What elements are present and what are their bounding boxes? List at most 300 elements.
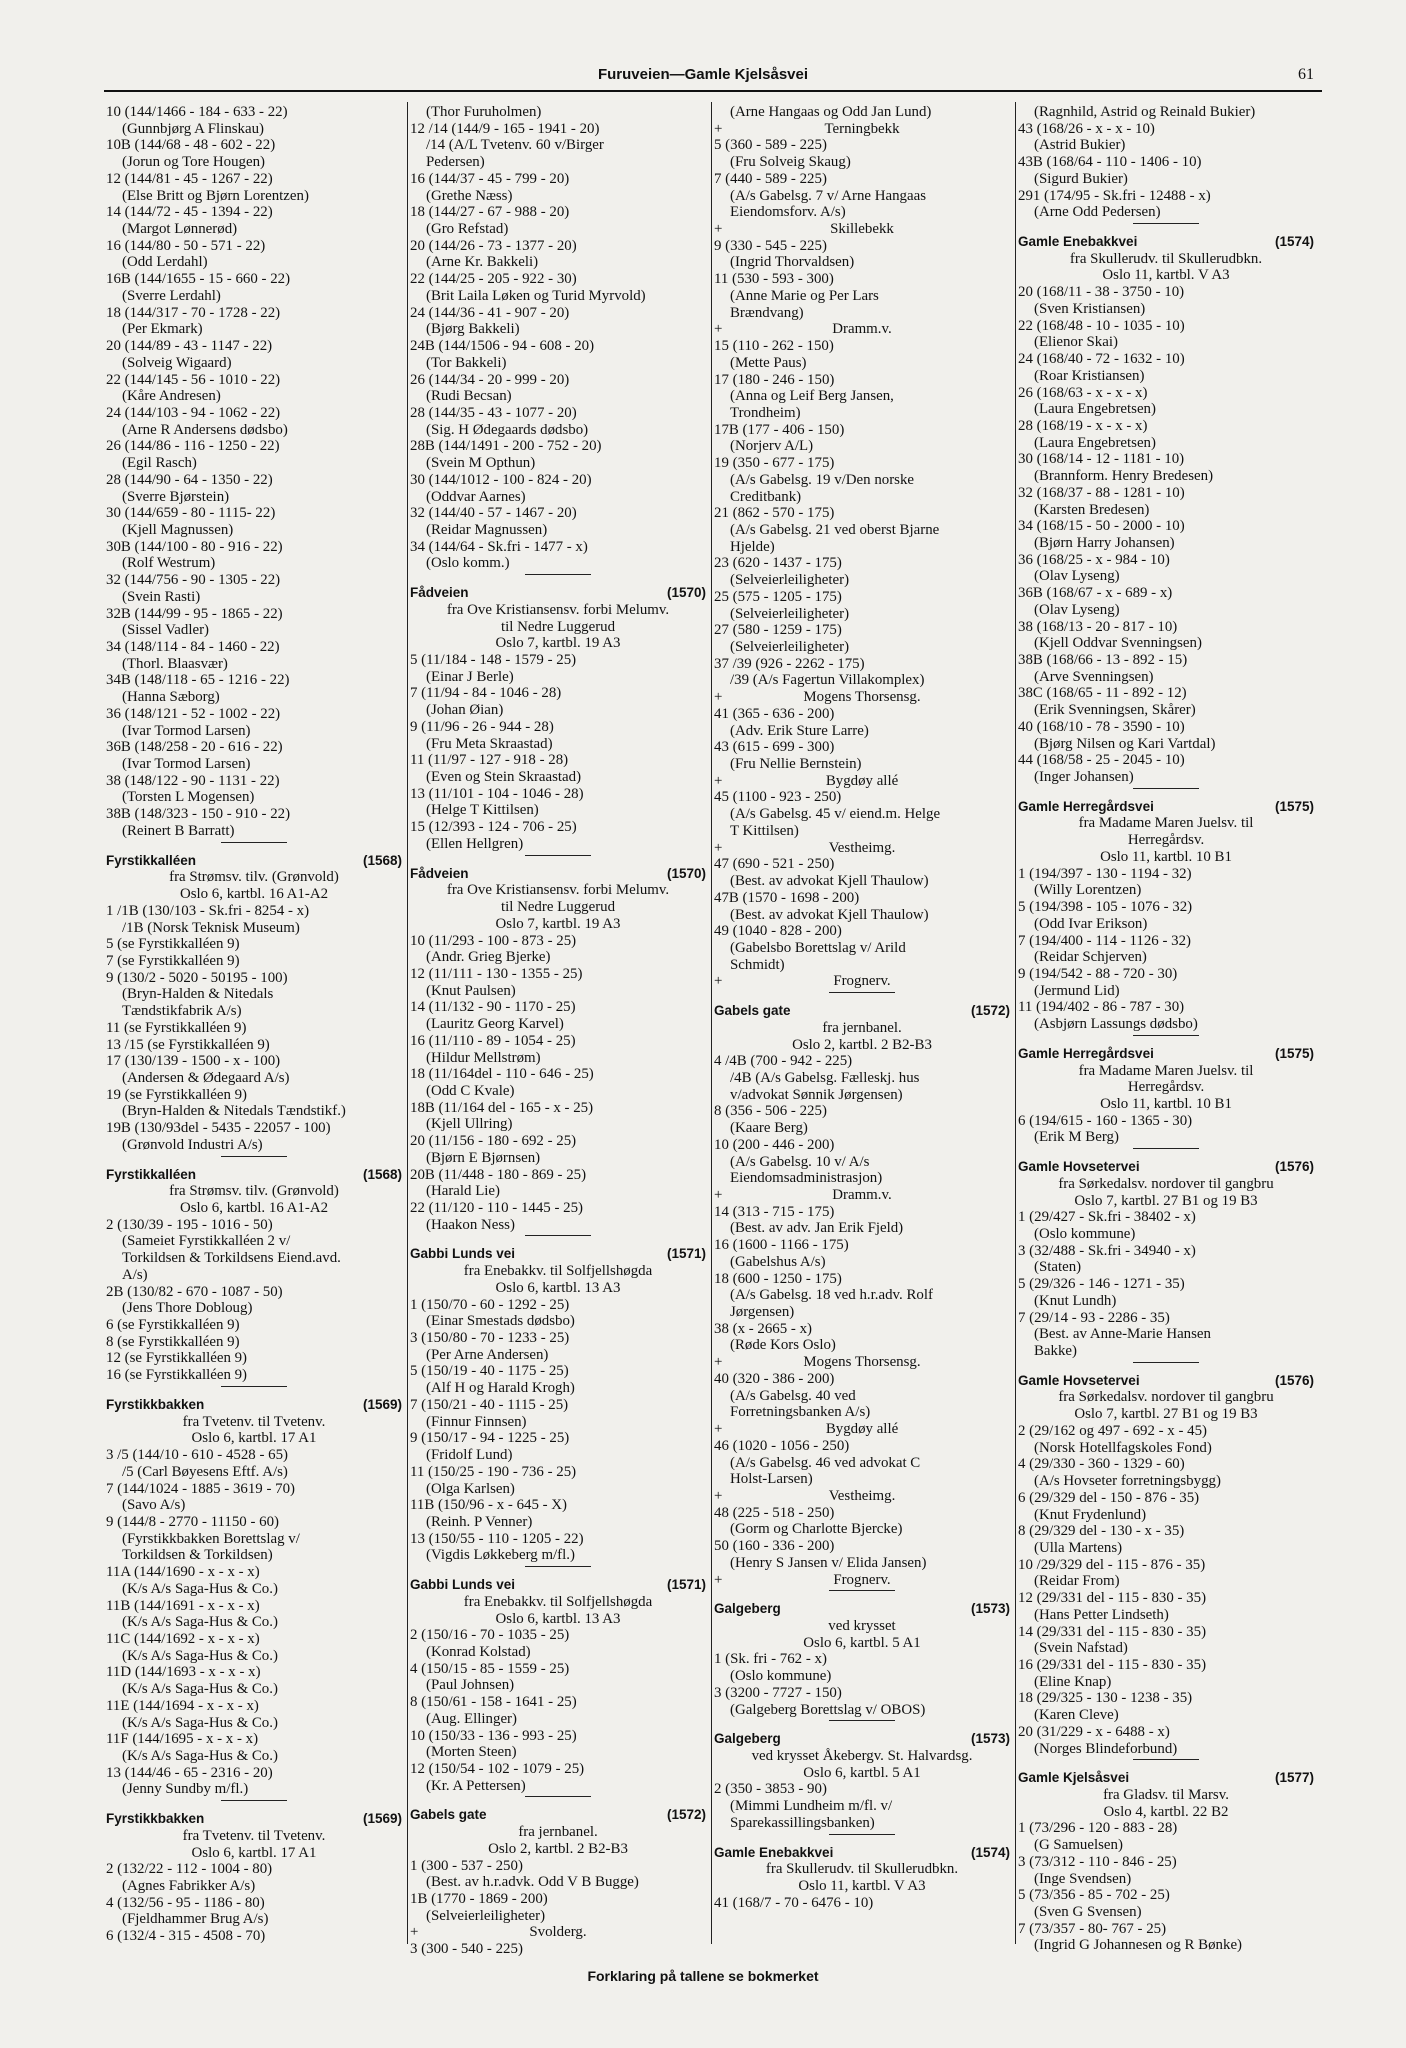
cross-street-name: Mogens Thorsensg. <box>803 689 921 706</box>
owner-line: Torkildsen & Torkildsen) <box>122 1547 273 1564</box>
property-entry: 16B (144/1655 - 15 - 660 - 22) <box>106 271 291 288</box>
property-entry: 18 (29/325 - 130 - 1238 - 35) <box>1018 1690 1193 1707</box>
street-route-line: ved krysset <box>828 1617 896 1634</box>
street-route-line: Oslo 6, kartbl. 5 A1 <box>803 1634 921 1651</box>
property-entry: 5 (360 - 589 - 225) <box>714 137 827 154</box>
street-route-line: Oslo 6, kartbl. 17 A1 <box>191 1844 317 1861</box>
owner-line: (Svein Rasti) <box>122 588 201 605</box>
property-entry: 9 (144/8 - 2770 - 11150 - 60) <box>106 1513 280 1530</box>
property-entry: 10 (200 - 446 - 200) <box>714 1136 835 1153</box>
property-entry: 5 (11/184 - 148 - 1579 - 25) <box>410 652 577 668</box>
street-section <box>1018 1159 1314 1363</box>
street-name: Fådveien <box>410 865 469 881</box>
owner-line: (K/s A/s Saga-Hus & Co.) <box>122 1681 278 1698</box>
owner-line: (Kjell Oddvar Svenningsen) <box>1034 635 1202 652</box>
street-heading <box>410 866 706 883</box>
street-section <box>410 104 706 575</box>
property-entry: 21 (862 - 570 - 175) <box>714 505 835 522</box>
street-section <box>106 1811 402 1945</box>
owner-line: (Oddvar Aarnes) <box>426 488 526 505</box>
street-route-line: Oslo 11, kartbl. V A3 <box>1102 267 1230 284</box>
street-route-line: fra Ove Kristiansensv. forbi Melumv. <box>446 882 670 899</box>
owner-line: (Odd Ivar Erikson) <box>1034 915 1148 932</box>
street-name: Gamle Hovsetervei <box>1018 1372 1140 1388</box>
owner-line: (Staten) <box>1034 1259 1082 1276</box>
cross-street <box>714 221 1010 238</box>
cross-street-marker: + <box>714 120 723 137</box>
street-name: Fyrstikkbakken <box>106 1396 205 1412</box>
street-heading <box>1018 1770 1314 1787</box>
owner-line: (Margot Lønnerød) <box>122 221 238 238</box>
property-entry: 7 (se Fyrstikkalléen 9) <box>106 952 240 969</box>
property-entry: 2 (350 - 3853 - 90) <box>714 1781 827 1798</box>
owner-line: (Henry S Jansen v/ Elida Jansen) <box>730 1554 927 1571</box>
street-route-line: fra Strømsv. tilv. (Grønvold) <box>169 869 339 886</box>
property-entry: 18 (11/164del - 110 - 646 - 25) <box>410 1066 594 1083</box>
property-entry: 38B (168/66 - 13 - 892 - 15) <box>1018 652 1188 668</box>
section-separator <box>829 1834 895 1835</box>
property-entry: 19 (350 - 677 - 175) <box>714 455 835 472</box>
owner-line: /39 (A/s Fagertun Villakomplex) <box>730 672 925 689</box>
section-separator <box>525 1566 591 1567</box>
street-heading <box>410 1246 706 1263</box>
cross-street-marker: + <box>714 321 723 338</box>
property-entry: 12 (29/331 del - 115 - 830 - 35) <box>1018 1590 1207 1607</box>
owner-line: (A/s Gabelsg. 7 v/ Arne Hangaas <box>730 187 927 204</box>
property-entry: 1 (150/70 - 60 - 1292 - 25) <box>410 1296 570 1313</box>
spacer <box>690 1924 706 1941</box>
owner-line: (Selveierleiligheter) <box>730 639 850 655</box>
street-name: Gamle Kjelsåsvei <box>1018 1770 1130 1786</box>
property-entry: 32 (168/37 - 88 - 1281 - 10) <box>1018 484 1185 501</box>
spacer <box>994 840 1010 857</box>
owner-line: Eiendomsadministrasjon) <box>730 1170 883 1187</box>
property-entry: 22 (11/120 - 110 - 1445 - 25) <box>410 1200 584 1216</box>
cross-street <box>714 1421 1010 1438</box>
owner-line: (Gro Refstad) <box>426 221 509 238</box>
street-name: Fyrstikkbakken <box>106 1811 205 1827</box>
owner-line: (Sven Kristiansen) <box>1034 300 1146 317</box>
street-route-line: Oslo 11, kartbl. 10 B1 <box>1100 848 1232 865</box>
street-section <box>1018 234 1314 789</box>
property-entry: 10 (144/1466 - 184 - 633 - 22) <box>106 104 288 120</box>
owner-line: Jørgensen) <box>730 1304 795 1321</box>
owner-line: (Einar Smestads dødsbo) <box>426 1313 575 1330</box>
owner-line: (Thor Furuholmen) <box>426 104 542 120</box>
property-entry: 14 (144/72 - 45 - 1394 - 22) <box>106 204 273 221</box>
property-entry: 13 /15 (se Fyrstikkalléen 9) <box>106 1036 270 1053</box>
owner-line: (Laura Engebretsen) <box>1034 401 1156 418</box>
cross-street-marker: + <box>714 1354 723 1371</box>
street-route-line: fra Skullerudv. til Skullerudbkn. <box>765 1861 959 1878</box>
property-entry: 40 (320 - 386 - 200) <box>714 1370 835 1387</box>
street-section <box>1018 1046 1314 1149</box>
property-entry: 37 /39 (926 - 2262 - 175) <box>714 655 865 672</box>
owner-line: (Erik Svenningsen, Skårer) <box>1034 702 1196 719</box>
property-entry: 32 (144/40 - 57 - 1467 - 20) <box>410 505 577 522</box>
property-entry: 32 (144/756 - 90 - 1305 - 22) <box>106 572 281 589</box>
property-entry: 9 (194/542 - 88 - 720 - 30) <box>1018 965 1178 982</box>
street-route-line: Herregårdsv. <box>1127 832 1205 849</box>
property-entry: 11A (144/1690 - x - x - x) <box>106 1564 260 1581</box>
street-route-line: Oslo 6, kartbl. 13 A3 <box>495 1279 621 1296</box>
property-entry: 38B (148/323 - 150 - 910 - 22) <box>106 806 291 823</box>
property-entry: 11 (530 - 593 - 300) <box>714 271 834 288</box>
property-entry: 25 (575 - 1205 - 175) <box>714 588 842 605</box>
property-entry: 18 (144/317 - 70 - 1728 - 22) <box>106 304 281 321</box>
section-separator <box>1133 1148 1199 1149</box>
street-route-line: Herregårdsv. <box>1127 1079 1205 1096</box>
owner-line: (Jorun og Tore Hougen) <box>122 154 266 171</box>
spacer <box>994 973 1010 990</box>
owner-line: (Adv. Erik Sture Larre) <box>730 722 869 739</box>
owner-line: (Ivar Tormod Larsen) <box>122 722 251 739</box>
street-route-line: fra Enebakkv. til Solfjellshøgda <box>463 1263 653 1280</box>
street-code: (1573) <box>970 1601 1010 1617</box>
property-entry: 18 (144/27 - 67 - 988 - 20) <box>410 204 570 221</box>
street-route-line: fra Tvetenv. til Tvetenv. <box>182 1413 326 1430</box>
property-entry: 6 (194/615 - 160 - 1365 - 30) <box>1018 1112 1193 1129</box>
street-name: Gabbi Lunds vei <box>410 1246 516 1262</box>
property-entry: 11C (144/1692 - x - x - x) <box>106 1630 260 1647</box>
property-entry: 28 (144/35 - 43 - 1077 - 20) <box>410 404 577 421</box>
owner-line: (K/s A/s Saga-Hus & Co.) <box>122 1714 278 1731</box>
property-entry: 34B (148/118 - 65 - 1216 - 22) <box>106 672 290 689</box>
property-entry: 8 (150/61 - 158 - 1641 - 25) <box>410 1694 577 1711</box>
spacer <box>994 1572 1010 1589</box>
street-code: (1576) <box>1274 1372 1314 1388</box>
cross-street-name: Bygdøy allé <box>825 772 899 789</box>
street-route-line: fra Tvetenv. til Tvetenv. <box>182 1827 326 1844</box>
cross-street <box>714 1488 1010 1505</box>
owner-line: (Ivar Tormod Larsen) <box>122 756 251 773</box>
owner-line: (Fridolf Lund) <box>426 1447 513 1464</box>
property-entry: 11 (194/402 - 86 - 787 - 30) <box>1018 999 1185 1016</box>
owner-line: (Laura Engebretsen) <box>1034 434 1156 451</box>
owner-line: (Best. av adv. Jan Erik Fjeld) <box>730 1220 904 1237</box>
property-entry: 11B (144/1691 - x - x - x) <box>106 1597 260 1614</box>
street-code: (1569) <box>362 1811 402 1827</box>
property-entry: 36 (168/25 - x - 984 - 10) <box>1018 551 1170 568</box>
property-entry: 10 /29/329 del - 115 - 876 - 35) <box>1018 1556 1206 1573</box>
owner-line: (Grethe Næss) <box>426 187 513 204</box>
property-entry: 15 (110 - 262 - 150) <box>714 338 834 355</box>
spacer <box>994 773 1010 790</box>
street-code: (1573) <box>970 1731 1010 1747</box>
property-entry: 13 (144/46 - 65 - 2316 - 20) <box>106 1764 273 1781</box>
street-section <box>410 1807 706 1957</box>
property-entry: 14 (11/132 - 90 - 1170 - 25) <box>410 999 576 1016</box>
cross-street <box>714 321 1010 338</box>
owner-line: (Reidar Schjerven) <box>1034 949 1147 966</box>
section-separator <box>221 1800 287 1801</box>
spacer <box>994 121 1010 138</box>
property-entry: 26 (144/34 - 20 - 999 - 20) <box>410 371 570 388</box>
property-entry: 36B (168/67 - x - 689 - x) <box>1018 585 1173 602</box>
street-code: (1570) <box>666 865 706 881</box>
owner-line: (Brit Laila Løken og Turid Myrvold) <box>426 287 646 304</box>
street-section <box>714 1845 1010 1912</box>
owner-line: (Kjell Ullring) <box>426 1116 513 1133</box>
cross-street-name: Vestheimg. <box>828 1487 896 1504</box>
property-entry: 49 (1040 - 828 - 200) <box>714 923 842 940</box>
property-entry: 16 (11/110 - 89 - 1054 - 25) <box>410 1032 576 1049</box>
street-heading <box>714 1601 1010 1618</box>
owner-line: /1B (Norsk Teknisk Museum) <box>122 919 300 936</box>
street-name: Fyrstikkalléen <box>106 852 197 868</box>
street-code: (1571) <box>666 1577 706 1593</box>
owner-line: (Fru Meta Skraastad) <box>426 735 553 752</box>
street-heading <box>106 853 402 870</box>
owner-line: (Savo A/s) <box>122 1497 186 1514</box>
property-entry: 11F (144/1695 - x - x - x) <box>106 1731 259 1748</box>
owner-line: (Andr. Grieg Bjerke) <box>426 949 551 966</box>
street-name: Gabels gate <box>410 1807 487 1823</box>
property-entry: 12 (11/111 - 130 - 1355 - 25) <box>410 965 583 982</box>
section-separator <box>1133 1035 1199 1036</box>
street-section <box>714 1601 1010 1721</box>
spacer <box>994 221 1010 238</box>
property-entry: 43B (168/64 - 110 - 1406 - 10) <box>1018 154 1202 171</box>
cross-street <box>714 973 1010 990</box>
property-entry: 12 (se Fyrstikkalléen 9) <box>106 1350 248 1367</box>
property-entry: 5 (73/356 - 85 - 702 - 25) <box>1018 1887 1170 1904</box>
owner-line: (Fyrstikkbakken Borettslag v/ <box>122 1530 300 1547</box>
owner-line: (Solveig Wigaard) <box>122 354 232 371</box>
street-name: Gamle Herregårdsvei <box>1018 798 1154 814</box>
property-entry: 1B (1770 - 1869 - 200) <box>410 1891 548 1908</box>
property-entry: 1 (300 - 537 - 250) <box>410 1857 523 1874</box>
property-entry: 2 (29/162 og 497 - 692 - x - 45) <box>1018 1422 1208 1439</box>
street-section <box>1018 1770 1314 1954</box>
owner-line: (Harald Lie) <box>426 1183 500 1200</box>
property-entry: 41 (168/7 - 70 - 6476 - 10) <box>714 1894 874 1911</box>
column-2 <box>410 104 706 1958</box>
street-route-line: fra Madame Maren Juelsv. til <box>1078 815 1254 832</box>
property-entry: 28B (144/1491 - 200 - 752 - 20) <box>410 438 602 455</box>
property-entry: 2 (150/16 - 70 - 1035 - 25) <box>410 1627 570 1644</box>
property-entry: 22 (168/48 - 10 - 1035 - 10) <box>1018 317 1185 334</box>
owner-line: (Jens Thore Dobloug) <box>122 1300 253 1317</box>
owner-line: (Roar Kristiansen) <box>1034 367 1145 384</box>
property-entry: 11 (11/97 - 127 - 918 - 28) <box>410 752 569 769</box>
cross-street-marker: + <box>714 973 723 990</box>
street-section <box>1018 799 1314 1036</box>
owner-line: (Olav Lyseng) <box>1034 601 1120 618</box>
owner-line: (Morten Steen) <box>426 1744 517 1761</box>
column-divider <box>711 102 712 1944</box>
property-entry: 16 (se Fyrstikkalléen 9) <box>106 1367 248 1384</box>
property-entry: 3 /5 (144/10 - 610 - 4528 - 65) <box>106 1447 288 1464</box>
owner-line: (Jermund Lid) <box>1034 982 1120 999</box>
property-entry: 30 (168/14 - 12 - 1181 - 10) <box>1018 451 1185 468</box>
property-entry: 18B (11/164 del - 165 - x - 25) <box>410 1099 594 1116</box>
column-divider <box>407 102 408 1944</box>
street-section <box>410 1246 706 1567</box>
property-entry: 24B (144/1506 - 94 - 608 - 20) <box>410 338 595 355</box>
owner-line: (Røde Kors Oslo) <box>730 1337 836 1354</box>
street-code: (1574) <box>1274 234 1314 250</box>
property-entry: 13 (11/101 - 104 - 1046 - 28) <box>410 785 584 802</box>
column-3 <box>714 104 1010 1944</box>
street-heading <box>410 1807 706 1824</box>
cross-street-marker: + <box>714 1487 723 1504</box>
cross-street <box>714 1572 1010 1589</box>
owner-line: (K/s A/s Saga-Hus & Co.) <box>122 1647 278 1664</box>
property-entry: 26 (168/63 - x - x - x) <box>1018 384 1148 401</box>
owner-line: (Einar J Berle) <box>426 668 514 685</box>
street-section <box>1018 1373 1314 1761</box>
street-route-line: til Nedre Luggerud <box>500 618 616 635</box>
property-entry: 10 (11/293 - 100 - 873 - 25) <box>410 932 577 949</box>
property-entry: 20B (11/448 - 180 - 869 - 25) <box>410 1166 587 1183</box>
cross-street-marker: + <box>714 1571 723 1588</box>
property-entry: 24 (168/40 - 72 - 1632 - 10) <box>1018 351 1185 368</box>
property-entry: 6 (132/4 - 315 - 4508 - 70) <box>106 1928 266 1945</box>
owner-line: (Tor Bakkeli) <box>426 354 507 371</box>
street-code: (1575) <box>1274 1045 1314 1061</box>
cross-street-name: Skillebekk <box>830 221 894 238</box>
section-separator <box>525 855 591 856</box>
owner-line: (Hildur Mellstrøm) <box>426 1049 541 1066</box>
owner-line: (Bjørn E Bjørnsen) <box>426 1149 541 1166</box>
property-entry: 16 (144/37 - 45 - 799 - 20) <box>410 170 570 187</box>
property-entry: 8 (356 - 506 - 225) <box>714 1103 827 1120</box>
property-entry: 20 (31/229 - x - 6488 - x) <box>1018 1723 1170 1740</box>
owner-line: (Andersen & Ødegaard A/s) <box>122 1069 290 1086</box>
property-entry: 15 (12/393 - 124 - 706 - 25) <box>410 819 577 836</box>
street-route-line: Oslo 7, kartbl. 27 B1 og 19 B3 <box>1074 1192 1258 1209</box>
property-entry: 10 (150/33 - 136 - 993 - 25) <box>410 1727 577 1744</box>
property-entry: 46 (1020 - 1056 - 250) <box>714 1437 850 1454</box>
property-entry: 7 (194/400 - 114 - 1126 - 32) <box>1018 932 1192 949</box>
section-separator <box>221 842 287 843</box>
property-entry: 1 (Sk. fri - 762 - x) <box>714 1651 827 1668</box>
owner-line: (Elienor Skai) <box>1034 334 1118 351</box>
owner-line: (K/s A/s Saga-Hus & Co.) <box>122 1614 278 1631</box>
property-entry: 48 (225 - 518 - 250) <box>714 1504 835 1521</box>
street-name: Fyrstikkalléen <box>106 1166 197 1182</box>
owner-line: (Grønvold Industri A/s) <box>122 1136 263 1153</box>
property-entry: 28 (168/19 - x - x - x) <box>1018 417 1148 434</box>
cross-street-name: Dramm.v. <box>832 1187 892 1203</box>
owner-line: (Karen Cleve) <box>1034 1707 1119 1724</box>
owner-line: (Svein M Opthun) <box>426 455 536 472</box>
owner-line: (Haakon Ness) <box>426 1216 515 1233</box>
owner-line: (Fjeldhammer Brug A/s) <box>122 1911 269 1928</box>
property-entry: 20 (144/26 - 73 - 1377 - 20) <box>410 237 577 254</box>
property-entry: 7 (144/1024 - 1885 - 3619 - 70) <box>106 1480 296 1497</box>
owner-line: (Bjørg Nilsen og Kari Vartdal) <box>1034 735 1216 752</box>
owner-line: Bakke) <box>1034 1343 1077 1360</box>
property-entry: 5 (se Fyrstikkalléen 9) <box>106 936 240 953</box>
property-entry: 34 (168/15 - 50 - 2000 - 10) <box>1018 518 1185 535</box>
property-entry: 9 (330 - 545 - 225) <box>714 237 827 254</box>
owner-line: (Rolf Westrum) <box>122 555 216 572</box>
property-entry: 36B (148/258 - 20 - 616 - 22) <box>106 739 283 756</box>
owner-line: (Galgeberg Borettslag v/ OBOS) <box>730 1701 926 1718</box>
street-section <box>714 1731 1010 1834</box>
property-entry: 3 (3200 - 7727 - 150) <box>714 1684 842 1701</box>
street-route-line: Oslo 7, kartbl. 19 A3 <box>495 635 621 652</box>
property-entry: 10B (144/68 - 48 - 602 - 22) <box>106 137 276 154</box>
owner-line: (Ingrid Thorvaldsen) <box>730 254 855 271</box>
owner-line: (Fru Solveig Skaug) <box>730 154 851 171</box>
property-entry: 6 (29/329 del - 150 - 876 - 35) <box>1018 1489 1200 1506</box>
property-entry: 28 (144/90 - 64 - 1350 - 22) <box>106 471 273 488</box>
property-entry: 34 (148/114 - 84 - 1460 - 22) <box>106 639 280 655</box>
owner-line: (Gunnbjørg A Flinskau) <box>122 120 265 137</box>
owner-line: (Arne Kr. Bakkeli) <box>426 254 539 271</box>
street-section <box>106 1167 402 1387</box>
owner-line: Holst-Larsen) <box>730 1471 813 1488</box>
section-separator <box>1133 788 1199 789</box>
owner-line: v/advokat Sønnik Jørgensen) <box>730 1086 903 1103</box>
owner-line: (A/s Gabelsg. 46 ved advokat C <box>730 1454 921 1471</box>
owner-line: (Willy Lorentzen) <box>1034 882 1142 899</box>
property-entry: 9 (130/2 - 5020 - 50195 - 100) <box>106 969 288 986</box>
property-entry: 22 (144/25 - 205 - 922 - 30) <box>410 271 577 288</box>
property-entry: 7 (73/357 - 80- 767 - 25) <box>1018 1920 1167 1937</box>
property-entry: 47 (690 - 521 - 250) <box>714 856 835 873</box>
property-entry: 17 (130/139 - 1500 - x - 100) <box>106 1053 281 1070</box>
property-entry: 11 (se Fyrstikkalléen 9) <box>106 1019 247 1036</box>
cross-street-name: Svolderg. <box>529 1924 587 1941</box>
cross-street-name: Mogens Thorsensg. <box>803 1354 921 1371</box>
owner-line: (Brannform. Henry Bredesen) <box>1034 468 1214 485</box>
owner-line: (Olav Lyseng) <box>1034 568 1120 585</box>
owner-line: Brændvang) <box>730 304 804 321</box>
owner-line: (Lauritz Georg Karvel) <box>426 1016 564 1033</box>
owner-line: (A/s Gabelsg. 10 v/ A/s <box>730 1153 870 1170</box>
street-route-line: fra Ove Kristiansensv. forbi Melumv. <box>446 601 670 618</box>
owner-line: (Norjerv A/L) <box>730 438 814 455</box>
owner-line: (Arve Svenningsen) <box>1034 668 1154 685</box>
property-entry: 2B (130/82 - 670 - 1087 - 50) <box>106 1283 283 1300</box>
owner-line: (Gorm og Charlotte Bjercke) <box>730 1521 903 1538</box>
owner-line: (Ulla Martens) <box>1034 1539 1123 1556</box>
spacer <box>994 1187 1010 1204</box>
owner-line: (Sven G Svensen) <box>1034 1904 1142 1921</box>
street-code: (1568) <box>362 852 402 868</box>
owner-line: Schmidt) <box>730 956 785 973</box>
section-separator <box>1133 1362 1199 1363</box>
street-route-line: Oslo 2, kartbl. 2 B2-B3 <box>792 1036 932 1053</box>
property-entry: 22 (144/145 - 56 - 1010 - 22) <box>106 371 281 388</box>
street-heading <box>106 1397 402 1414</box>
owner-line: (Selveierleiligheter) <box>730 605 850 622</box>
street-route-line: Oslo 11, kartbl. V A3 <box>798 1878 926 1895</box>
street-heading <box>106 1811 402 1828</box>
owner-line: Torkildsen & Torkildsens Eiend.avd. <box>122 1250 341 1267</box>
owner-line: /5 (Carl Bøyesens Eftf. A/s) <box>122 1463 288 1480</box>
street-heading <box>1018 799 1314 816</box>
property-entry: 7 (150/21 - 40 - 1115 - 25) <box>410 1396 569 1413</box>
property-entry: 38 (148/122 - 90 - 1131 - 22) <box>106 772 280 789</box>
owner-line: (Kåre Andresen) <box>122 388 221 405</box>
running-header: Furuveien—Gamle Kjelsåsvei <box>597 66 809 83</box>
property-entry: 38C (168/65 - 11 - 892 - 12) <box>1018 685 1187 702</box>
owner-line: (A/s Gabelsg. 19 v/Den norske <box>730 471 915 488</box>
street-code: (1574) <box>970 1844 1010 1860</box>
owner-line: (Even og Stein Skraastad) <box>426 769 582 786</box>
cross-street-marker: + <box>714 689 723 706</box>
property-entry: 43 (615 - 699 - 300) <box>714 739 835 756</box>
owner-line: (A/s Hovseter forretningsbygg) <box>1034 1473 1221 1490</box>
owner-line: (Reinh. P Venner) <box>426 1513 533 1530</box>
owner-line: (Selveierleiligheter) <box>730 572 850 589</box>
cross-street-marker: + <box>714 772 723 789</box>
